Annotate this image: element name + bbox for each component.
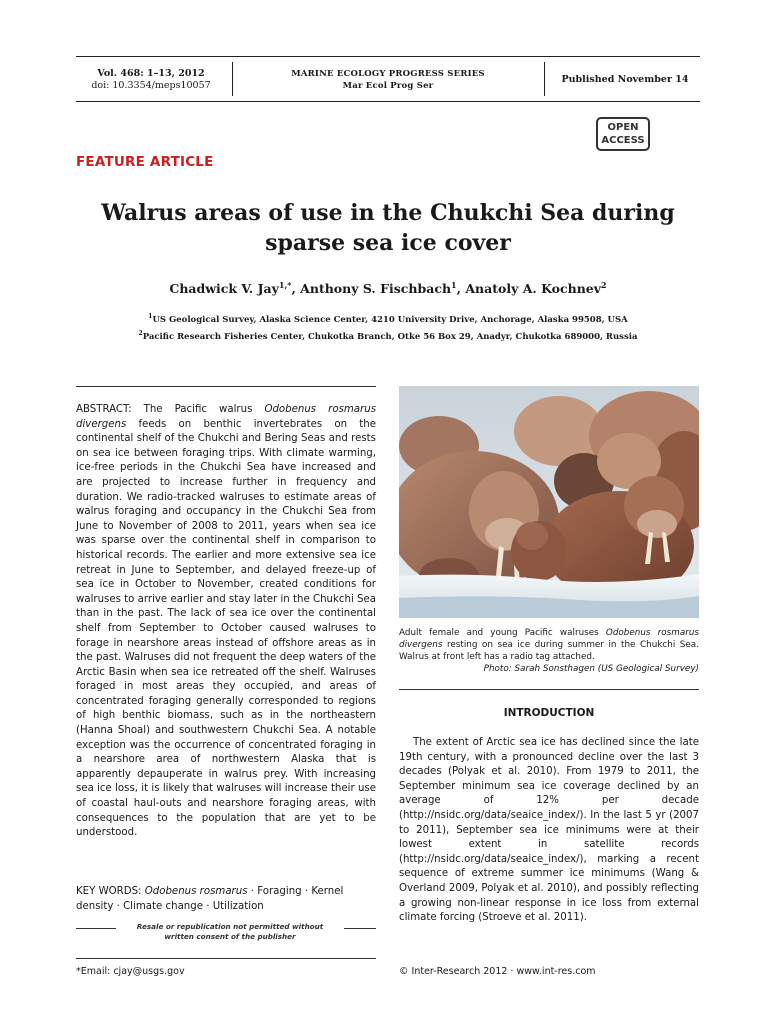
resale-line-1: Resale or republication not permitted without	[136, 922, 324, 931]
keywords-rest: · Foraging · Kernel density · Climate change · Utilization	[76, 886, 344, 912]
article-title	[76, 198, 700, 258]
open-access-badge	[596, 117, 650, 151]
caption-species: Odobenus rosmarus divergens	[399, 628, 699, 651]
author-name: Chadwick V. Jay	[169, 281, 279, 297]
keywords-species: Odobenus rosmarus	[144, 886, 248, 897]
author-name: Anthony S. Fischbach	[300, 281, 452, 297]
doi[interactable]: doi: 10.3354/meps10057	[91, 80, 211, 91]
author-sup: 1	[451, 280, 457, 290]
affiliations	[76, 310, 700, 344]
figure-caption	[399, 627, 699, 664]
walrus-photo-image	[399, 386, 699, 618]
journal-title: MARINE ECOLOGY PROGRESS SERIES	[291, 69, 485, 79]
introduction-heading: INTRODUCTION	[503, 707, 595, 719]
author-sup: 1,*	[278, 280, 292, 290]
publication-date: Published November 14	[561, 74, 689, 85]
abstract-body: feeds on benthic invertebrates on the continental shelf of the Chukchi and Bering Seas and rests on sea ice between foraging trips. With climate warming, ice-free periods in the Chukchi Sea have increased and are projected to increase further in frequency and duration. We radio-tracked walruses to estimate areas of walrus foraging and occupancy in the Chukchi Sea from June to November of 2008 to 2011, years when sea ice was sparse over the continental shelf in comparison to historical records. The earlier and more extensive sea ice retreat in June to September, and delayed freeze-up of sea ice in October to November, created conditions for walruses to arrive earlier and stay later in the Chukchi Sea than in the past. The lack of sea ice over the continental shelf from September to October caused walruses to forage in nearshore areas instead of offshore areas as in the past. Walruses did not frequent the deep waters of the Arctic Basin when sea ice retreated off the shelf. Walruses foraged in most areas they occupied, and areas of concentrated foraging generally corresponded to regions of high benthic biomass, such as in the northeastern (Hanna Shoal) and southwestern Chukchi Sea. A notable exception was the occurrence of concentrated foraging in a nearshore area of northwestern Alaska that is apparently depauperate in walrus prey. With increasing sea ice loss, it is likely that walruses will increase their use of coastal haul-outs and nearshore foraging areas, with consequences to the population that are yet to be understood.	[76, 418, 376, 839]
header-divider-right	[544, 62, 545, 96]
affiliation-sup: 2	[138, 329, 143, 337]
caption-rule	[399, 689, 699, 690]
badge-line1: OPEN	[607, 122, 639, 133]
author-sup: 2	[601, 280, 607, 290]
journal-abbrev: Mar Ecol Prog Ser	[342, 81, 434, 91]
affiliation-2	[76, 327, 700, 344]
resale-rule-right	[344, 928, 376, 929]
header-top-rule	[76, 56, 700, 57]
abstract-top-rule	[76, 386, 376, 387]
resale-notice	[120, 922, 340, 942]
title-line-1: Walrus areas of use in the Chukchi Sea during	[101, 200, 675, 226]
abstract-species: Odobenus rosmarus divergens	[76, 404, 377, 430]
abstract	[76, 403, 376, 841]
affiliation-1	[76, 310, 700, 327]
caption-pre: Adult female and young Pacific walruses	[399, 628, 606, 638]
introduction-text: The extent of Arctic sea ice has declined since the late 19th century, with a pronounced decline over the last 3 decades (Polyak et al. 2010). From 1979 to 2011, the September minimum sea ice coverage declined by an average of 12% per decade (http://nsidc.org/data/seaice_index/). In the last 5 yr (2007 to 2011), September sea ice minimums were at their lowest extent in satellite records (http://nsidc.org/data/seaice_index/), marking a recent sequence of extreme summer ice minimums (Wang & Overland 2009, Polyak et al. 2010), and possibly reflecting a growing non-linear response in ice loss from external climate forcing (Stroeve et al. 2011).	[399, 737, 699, 924]
resale-line-2: written consent of the publisher	[164, 932, 296, 941]
abstract-label: ABSTRACT:	[76, 404, 132, 415]
feature-article-label: FEATURE ARTICLE	[76, 154, 214, 170]
title-line-2: sparse sea ice cover	[265, 230, 511, 256]
journal-name	[240, 68, 536, 92]
header-bottom-rule	[76, 101, 700, 102]
walrus-photo	[399, 386, 699, 618]
affiliation-sup: 1	[148, 313, 153, 320]
footnote-rule	[76, 958, 376, 959]
photo-credit: Photo: Sarah Sonsthagen (US Geological Survey)	[483, 664, 699, 674]
volume-info	[76, 68, 226, 92]
volume: Vol. 468: 1–13, 2012	[97, 68, 205, 79]
affiliation-text: Pacific Research Fisheries Center, Chukotka Branch, Otke 56 Box 29, Anadyr, Chukotka 689000, Russia	[142, 331, 638, 342]
abstract-pre: The Pacific walrus	[131, 404, 265, 415]
keywords-label: KEY WORDS:	[76, 886, 142, 897]
corresponding-email[interactable]: *Email: cjay@usgs.gov	[76, 966, 185, 977]
author-name: Anatoly A. Kochnev	[465, 281, 602, 297]
author-list: Chadwick V. Jay$^{1,*}$, Anthony S. Fischbach$^1$, Anatoly A. Kochnev$^2$	[169, 280, 607, 297]
resale-rule-left	[76, 928, 116, 929]
affiliation-text: US Geological Survey, Alaska Science Center, 4210 University Drive, Anchorage, Alaska 99508, USA	[152, 314, 628, 325]
caption-post: resting on sea ice during summer in the Chukchi Sea. Walrus at front left has a radio tag attached.	[399, 640, 699, 663]
keywords	[76, 884, 376, 914]
header-divider-left	[232, 62, 233, 96]
copyright: © Inter-Research 2012 · www.int-res.com	[399, 966, 596, 977]
badge-line2: ACCESS	[601, 135, 645, 146]
